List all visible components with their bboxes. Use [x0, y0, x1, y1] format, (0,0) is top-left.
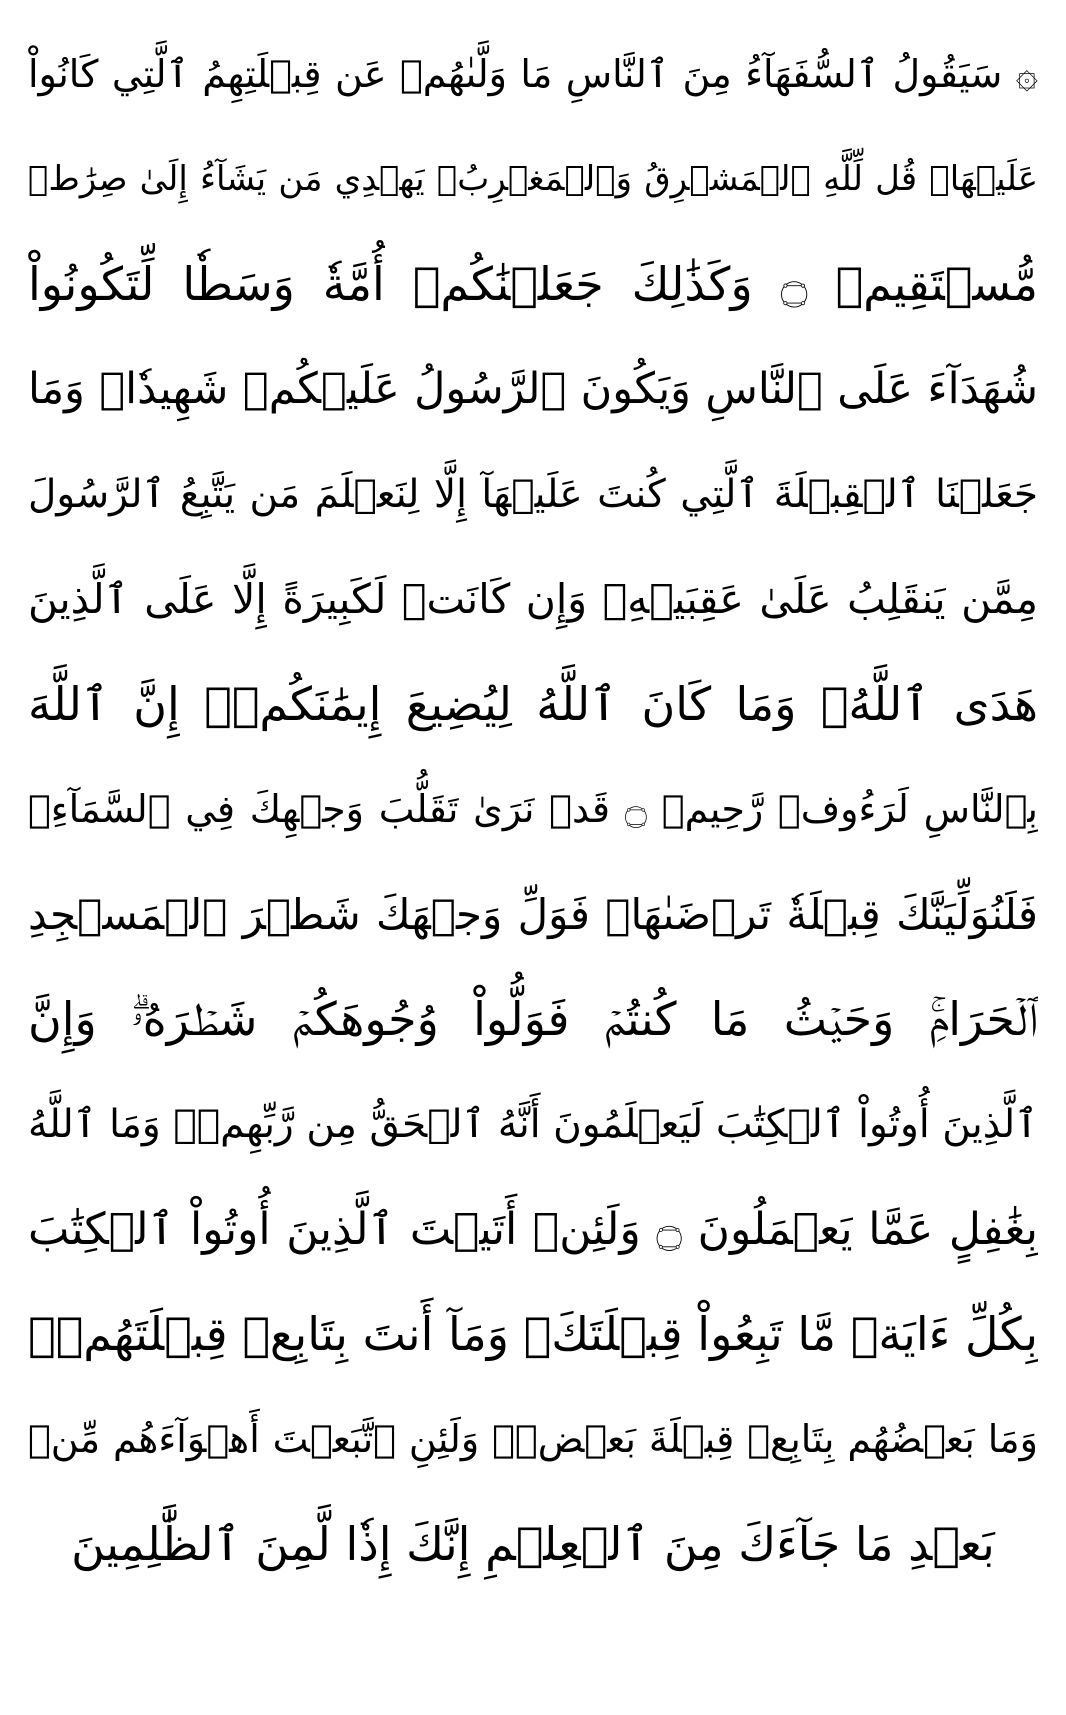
verse-line: بِكُلِّ ءَايَةٖ مَّا تَبِعُواْ قِبۡلَتَكَۚ وَمَآ أَنتَ بِتَابِعٖ قِبۡلَتَهُمۡۚ: [28, 1307, 1038, 1361]
verse-line: ۞ سَيَقُولُ ٱلسُّفَهَآءُ مِنَ ٱلنَّاسِ مَا وَلَّىٰهُمۡ عَن قِبۡلَتِهِمُ ٱلَّتِي كَانُواْ: [28, 52, 1038, 96]
verse-line: فَلَنُوَلِّيَنَّكَ قِبۡلَةٗ تَرۡضَىٰهَاۚ فَوَلِّ وَجۡهَكَ شَطۡرَ ٱلۡمَسۡجِدِ: [28, 890, 1038, 939]
verse-line: مُّسۡتَقِيمٖ ۝ وَكَذَٰلِكَ جَعَلۡنَٰكُمۡ أُمَّةٗ وَسَطٗا لِّتَكُونُواْ: [28, 257, 1038, 311]
verse-text-block: [28, 22, 1038, 1597]
verse-line: ٱلۡحَرَامِۚ وَحَيۡثُ مَا كُنتُمۡ فَوَلُّواْ وُجُوهَكُمۡ شَطۡرَهُۥۗ وَإِنَّ: [28, 992, 1038, 1046]
verse-line: عَلَيۡهَاۚ قُل لِّلَّهِ ٱلۡمَشۡرِقُ وَٱلۡمَغۡرِبُۚ يَهۡدِي مَن يَشَآءُ إِلَىٰ صِرَٰطٖ: [28, 159, 1038, 199]
verse-line: وَمَا بَعۡضُهُم بِتَابِعٖ قِبۡلَةَ بَعۡضٖۚ وَلَئِنِ ٱتَّبَعۡتَ أَهۡوَآءَهُم مِّنۢ: [28, 1417, 1038, 1461]
verse-line: شُهَدَآءَ عَلَى ٱلنَّاسِ وَيَكُونَ ٱلرَّسُولُ عَلَيۡكُمۡ شَهِيدٗاۗ وَمَا: [28, 364, 1038, 414]
verse-line: بِغَٰفِلٍ عَمَّا يَعۡمَلُونَ ۝ وَلَئِنۡ أَتَيۡتَ ٱلَّذِينَ أُوتُواْ ٱلۡكِتَٰبَ: [28, 1204, 1038, 1255]
verse-line: بِٱلنَّاسِ لَرَءُوفٞ رَّحِيمٞ ۝ قَدۡ نَرَىٰ تَقَلُّبَ وَجۡهِكَ فِي ٱلسَّمَآءِۖ: [28, 787, 1038, 831]
verse-line: ٱلَّذِينَ أُوتُواْ ٱلۡكِتَٰبَ لَيَعۡلَمُونَ أَنَّهُ ٱلۡحَقُّ مِن رَّبِّهِمۡۗ وَمَا ٱللَّهُ: [28, 1102, 1038, 1147]
verse-line: مِمَّن يَنقَلِبُ عَلَىٰ عَقِبَيۡهِۚ وَإِن كَانَتۡ لَكَبِيرَةً إِلَّا عَلَى ٱلَّذِينَ: [28, 575, 1038, 623]
verse-line: بَعۡدِ مَا جَآءَكَ مِنَ ٱلۡعِلۡمِ إِنَّكَ إِذٗا لَّمِنَ ٱلظَّٰلِمِينَ: [71, 1517, 995, 1571]
verse-line: جَعَلۡنَا ٱلۡقِبۡلَةَ ٱلَّتِي كُنتَ عَلَيۡهَآ إِلَّا لِنَعۡلَمَ مَن يَتَّبِعُ ٱلرَّسُولَ: [28, 472, 1038, 517]
verse-line: هَدَى ٱللَّهُۗ وَمَا كَانَ ٱللَّهُ لِيُضِيعَ إِيمَٰنَكُمۡۚ إِنَّ ٱللَّهَ: [28, 677, 1038, 731]
